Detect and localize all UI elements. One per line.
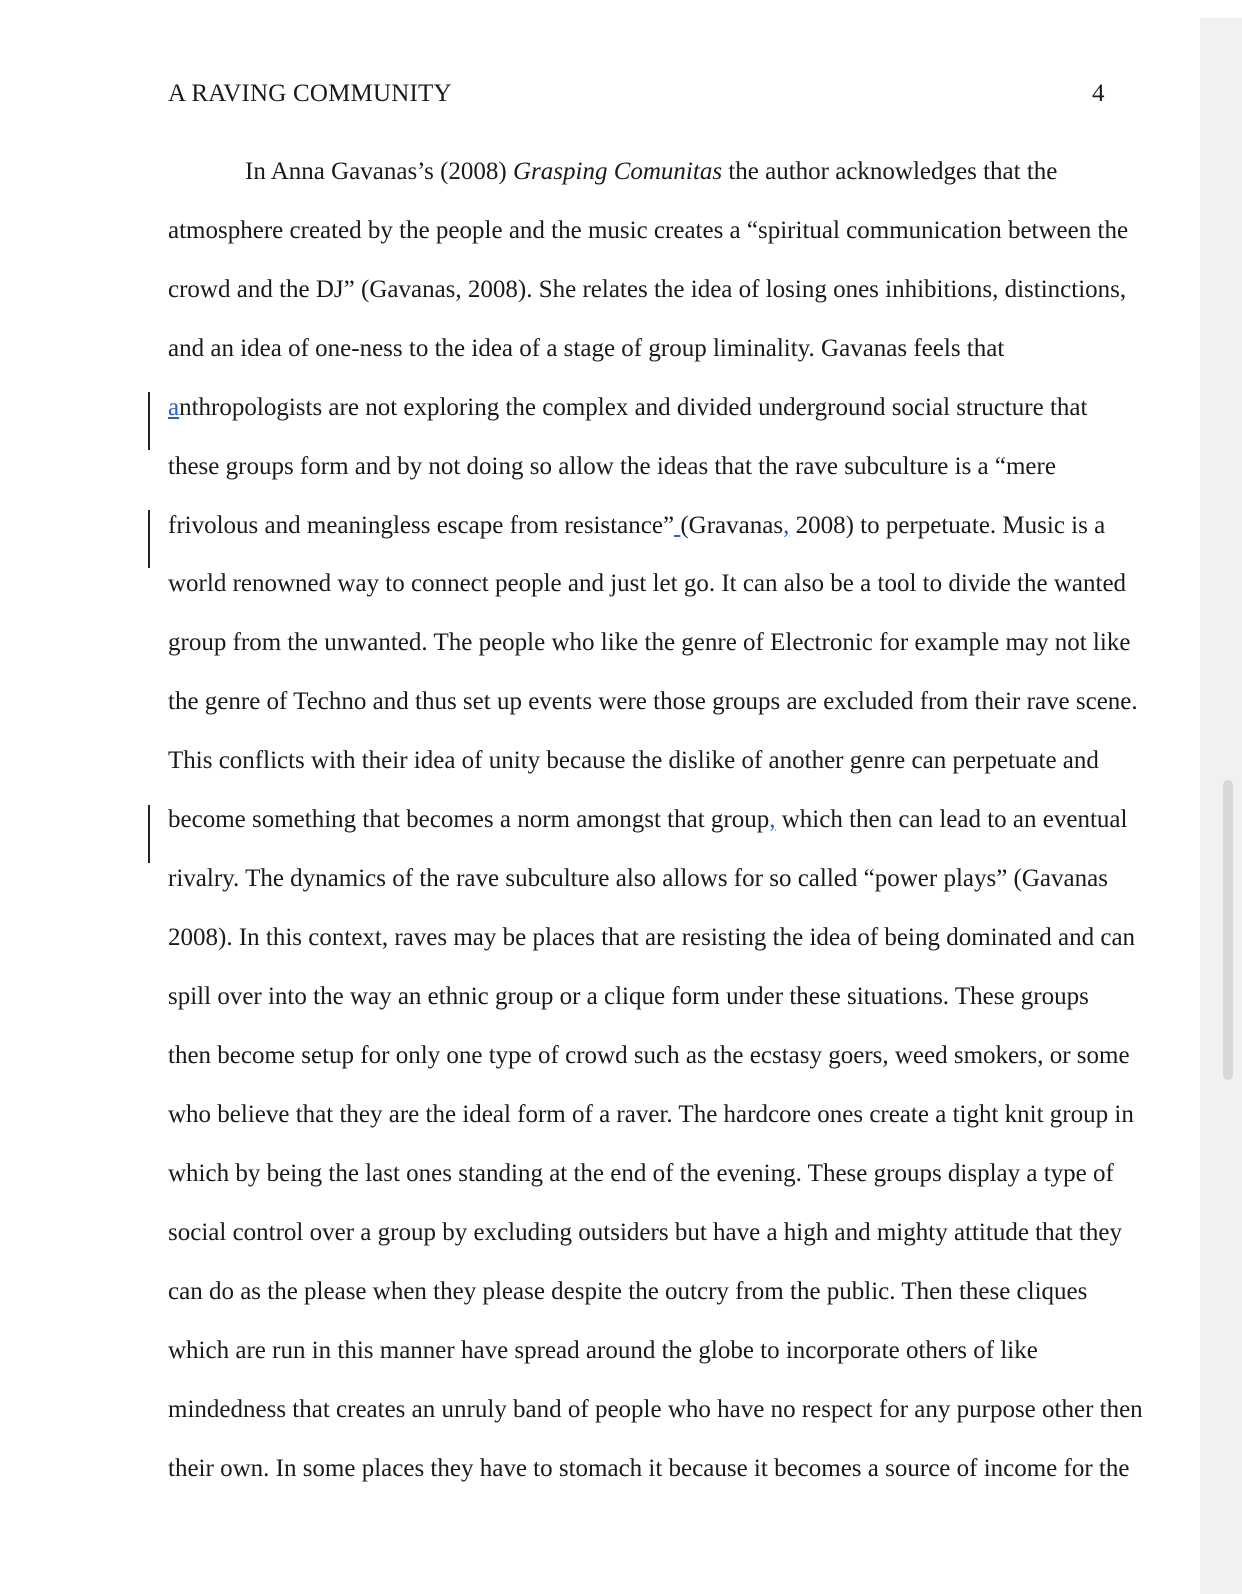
- change-bar: [148, 805, 150, 863]
- paragraph-line: social control over a group by excluding outsiders but have a high and mighty attitude that they: [168, 1219, 1122, 1246]
- paragraph-line: then become setup for only one type of crowd such as the ecstasy goers, weed smokers, or some: [168, 1042, 1130, 1069]
- change-bar: [148, 510, 150, 568]
- paragraph-line: spill over into the way an ethnic group or a clique form under these situations. These groups: [168, 983, 1089, 1010]
- paragraph-line: In Anna Gavanas’s (2008) Grasping Comunitas the author acknowledges that the: [245, 158, 1058, 185]
- page-number: 4: [1092, 80, 1105, 107]
- paragraph-line: frivolous and meaningless escape from resistance” (Gravanas, 2008) to perpetuate. Music is a: [168, 512, 1106, 539]
- paragraph-line: can do as the please when they please despite the outcry from the public. Then these cliques: [168, 1278, 1088, 1305]
- paragraph-line: and an idea of one-ness to the idea of a stage of group liminality. Gavanas feels that: [168, 335, 1005, 362]
- paragraph-line: world renowned way to connect people and just let go. It can also be a tool to divide the wanted: [168, 570, 1127, 597]
- paragraph-line: which by being the last ones standing at the end of the evening. These groups display a type of: [168, 1160, 1114, 1187]
- book-title: Grasping Comunitas: [513, 158, 723, 185]
- paragraph-line: anthropologists are not exploring the complex and divided underground social structure that: [168, 394, 1088, 421]
- paragraph-line: become something that becomes a norm amongst that group, which then can lead to an eventual: [168, 806, 1128, 833]
- running-head: A RAVING COMMUNITY: [168, 80, 452, 107]
- paragraph-line: 2008). In this context, raves may be places that are resisting the idea of being dominated and can: [168, 924, 1136, 951]
- paragraph-line: their own. In some places they have to stomach it because it becomes a source of income for the: [168, 1455, 1130, 1482]
- paragraph-line: these groups form and by not doing so allow the ideas that the rave subculture is a “mere: [168, 453, 1056, 480]
- tracked-insertion: ,: [769, 806, 776, 833]
- paragraph-line: This conflicts with their idea of unity because the dislike of another genre can perpetuate and: [168, 747, 1099, 774]
- paragraph-line: crowd and the DJ” (Gavanas, 2008). She relates the idea of losing ones inhibitions, distinctions,: [168, 276, 1127, 303]
- paragraph-line: the genre of Techno and thus set up events were those groups are excluded from their rave scene.: [168, 688, 1138, 715]
- paragraph-line: mindedness that creates an unruly band of people who have no respect for any purpose other then: [168, 1396, 1143, 1423]
- tracked-insertion: ,: [783, 512, 790, 539]
- paragraph-line: which are run in this manner have spread around the globe to incorporate others of like: [168, 1337, 1038, 1364]
- scrollbar-thumb[interactable]: [1223, 780, 1233, 1080]
- paragraph-line: rivalry. The dynamics of the rave subculture also allows for so called “power plays” (Gavanas: [168, 865, 1108, 892]
- tracked-insertion: a: [168, 394, 180, 421]
- change-bar: [148, 392, 150, 450]
- paragraph-line: atmosphere created by the people and the music creates a “spiritual communication between the: [168, 217, 1129, 244]
- paragraph-line: group from the unwanted. The people who like the genre of Electronic for example may not like: [168, 629, 1131, 656]
- paragraph-line: who believe that they are the ideal form of a raver. The hardcore ones create a tight knit group in: [168, 1101, 1134, 1128]
- scroll-track[interactable]: [1200, 18, 1242, 1594]
